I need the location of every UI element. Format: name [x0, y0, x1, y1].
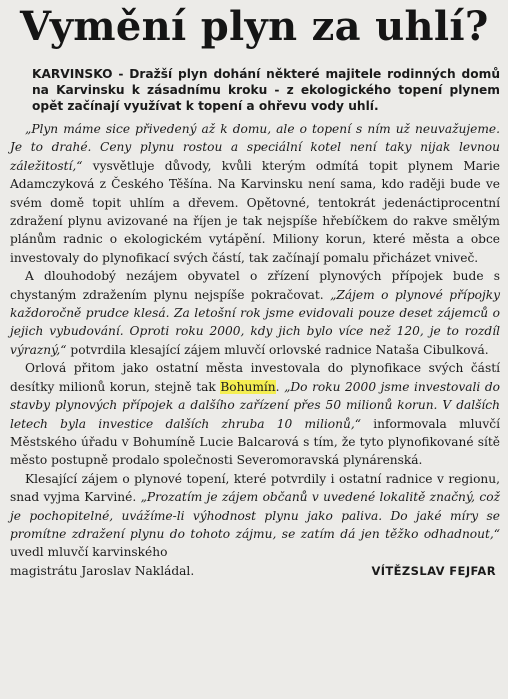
paragraph-4: [10, 470, 500, 562]
quote: „Do roku 2000 jsme investovali do stavby plynových přípojek a dalšího zařízení přes 50 milionů korun. V dalších letech byla investice dalších zhruba 10 milionů,“: [10, 379, 500, 431]
paragraph-3: [10, 359, 500, 469]
closing-line: [10, 562, 500, 580]
text: Klesající zájem o plynové topení, které potvrdily i ostatní radnice v regionu, snad vyjma Karviné.: [10, 471, 500, 505]
quote: „Plyn máme sice přivedený až k domu, ale o topení s ním už neuvažujeme. Je to drahé. Ceny plynu rostou a speciální kotel není taky nijak levnou záležitostí,“: [10, 122, 500, 173]
paragraph-1: [10, 120, 500, 267]
text: uvedl mluvčí karvinského: [10, 545, 168, 560]
text: .: [275, 379, 285, 394]
author-byline: VÍTĚZSLAV FEJFAR: [371, 563, 496, 578]
text: potvrdila klesající zájem mluvčí orlovské radnice Nataša Cibulková.: [66, 342, 489, 357]
headline: Vymění plyn za uhlí?: [20, 3, 489, 50]
highlighted-word: Bohumín: [220, 379, 276, 394]
quote: „Prozatím je zájem občanů v uvedené lokalitě značný, což je pochopitelné, uvážíme-li výhodnost plynu jako paliva. Do jaké míry se promítne zdražení plynu do tohoto zájmu, se zatím dá jen těžko odhadnout,“: [10, 490, 500, 541]
paragraph-2: [10, 267, 500, 359]
text: A dlouhodobý nezájem obyvatel o zřízení plynových přípojek bude s chystaným zdražením plynu nejspíše pokračovat.: [10, 269, 500, 302]
text: vysvětluje důvody, kvůli kterým odmítá topit plynem Marie Adamczyková z Českého Těšína. Na Karvinsku není sama, kdo raději bude ve svém domě topit uhlím a dřevem. Opětovné, tentokrát jedenáctiprocentní zdražení plynu avizované na říjen je tak nejspíše hřebíčkem do rakve smělým plánům radnic o ekologickém vytápění. Miliony korun, které města a obce investovaly do plynofikací svých částí, tak začínají pomalu přicházet vniveč.: [10, 158, 500, 265]
text: magistrátu Jaroslav Nakládal.: [10, 563, 195, 578]
lead-paragraph: KARVINSKO - Dražší plyn dohání některé majitele rodinných domů na Karvinsku k zásadnímu kroku - z ekologického topení plynem opět začínají využívat k topení a ohřevu vody uhlí.: [32, 67, 500, 113]
quote: „Zájem o plynové přípojky každoročně prudce klesá. Za letošní rok jsme evidovali pouze deset zájemců o jejich vybudování. Oproti roku 2000, kdy jich bylo více než 120, je to rozdíl výrazný,“: [10, 287, 501, 357]
text: Orlová přitom jako ostatní města investovala do plynofikace svých částí desítky milionů korun, stejně tak: [10, 361, 500, 394]
text: informovala mluvčí Městského úřadu v Bohumíně Lucie Balcarová s tím, že tyto plynofikované sítě město postupně prodalo společnosti Severomoravská plynárenská.: [10, 416, 500, 468]
